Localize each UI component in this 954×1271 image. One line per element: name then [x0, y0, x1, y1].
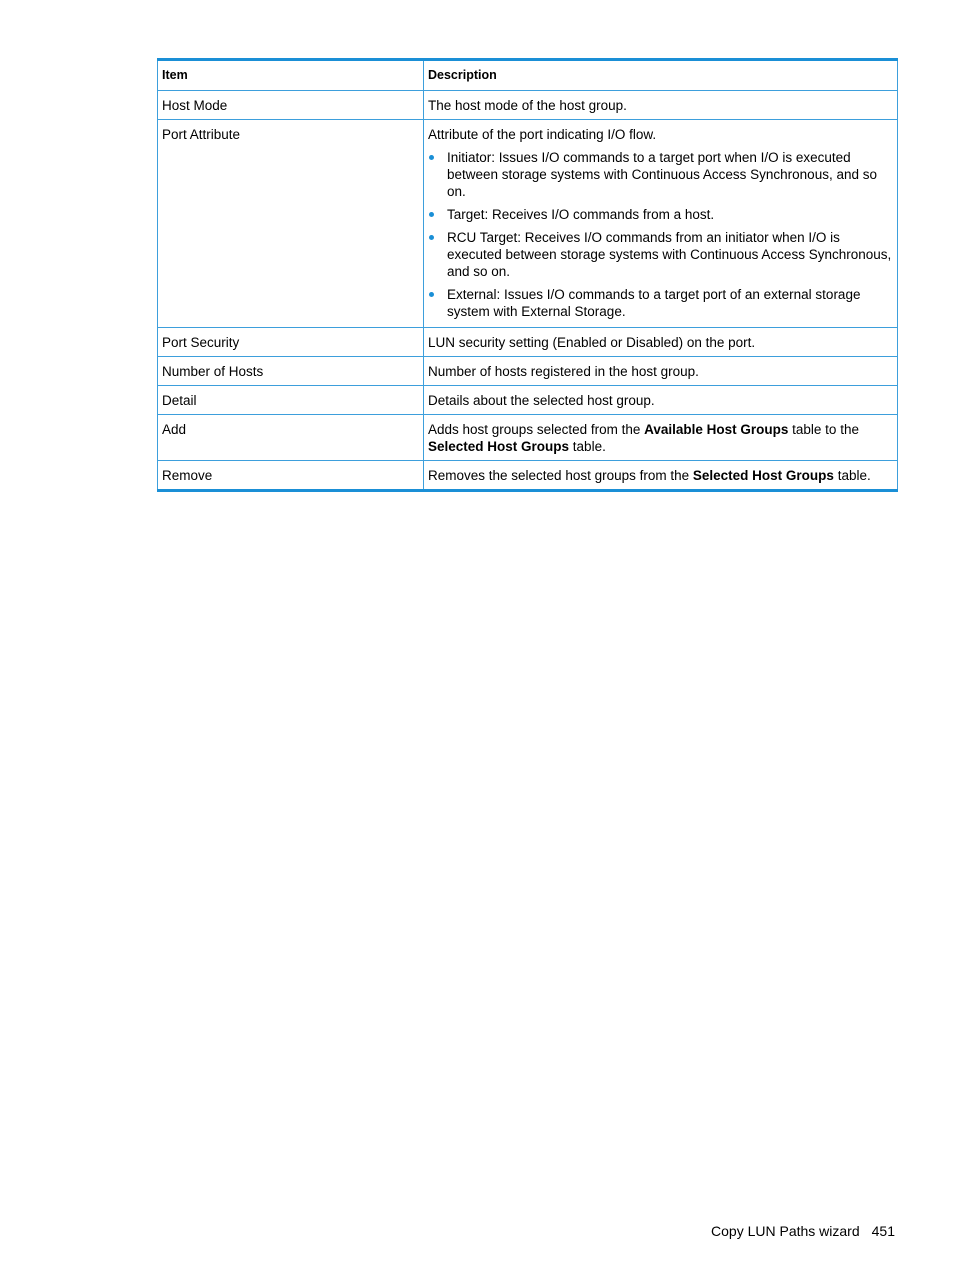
- description-text: table to the: [788, 422, 859, 437]
- description-text: Attribute of the port indicating I/O flow.: [428, 127, 657, 142]
- table-row: [158, 415, 898, 461]
- description-text: Removes the selected host groups from the: [428, 468, 693, 483]
- footer-section-title: Copy LUN Paths wizard: [711, 1223, 860, 1239]
- ui-term-available-host-groups: Available Host Groups: [644, 422, 789, 437]
- bullet-icon: [429, 235, 434, 240]
- list-item: [428, 286, 892, 320]
- list-item-text: External: Issues I/O commands to a target port of an external storage system with External Storage.: [447, 287, 861, 319]
- table-row: [158, 120, 898, 328]
- item-cell: Number of Hosts: [158, 357, 424, 386]
- item-cell: Add: [158, 415, 424, 461]
- ui-term-selected-host-groups: Selected Host Groups: [428, 439, 570, 454]
- ui-term-selected-host-groups: Selected Host Groups: [692, 468, 834, 483]
- page-footer: [711, 1223, 895, 1239]
- description-text: table.: [569, 439, 606, 454]
- item-cell: Detail: [158, 386, 424, 415]
- table-row: [158, 91, 898, 120]
- table-row: [158, 328, 898, 357]
- list-item: [428, 206, 892, 223]
- description-text: table.: [833, 468, 871, 483]
- description-cell: [424, 120, 898, 328]
- item-cell: Port Security: [158, 328, 424, 357]
- table-row: [158, 461, 898, 491]
- description-cell: The host mode of the host group.: [424, 91, 898, 120]
- list-item-text: Target: Receives I/O commands from a host.: [447, 207, 715, 222]
- header-description: Description: [424, 60, 898, 91]
- description-cell: [424, 461, 898, 491]
- description-text: Adds host groups selected from the: [428, 422, 645, 437]
- table-row: [158, 386, 898, 415]
- description-cell: LUN security setting (Enabled or Disabled) on the port.: [424, 328, 898, 357]
- description-cell: [424, 415, 898, 461]
- description-cell: Details about the selected host group.: [424, 386, 898, 415]
- list-item-text: Initiator: Issues I/O commands to a target port when I/O is executed between storage systems with Continuous Access Synchronous, and so on.: [447, 150, 877, 199]
- item-cell: Port Attribute: [158, 120, 424, 328]
- bullet-icon: [429, 212, 434, 217]
- list-item: [428, 229, 892, 280]
- description-table: [157, 58, 898, 492]
- table-row: [158, 357, 898, 386]
- item-cell: Host Mode: [158, 91, 424, 120]
- item-cell: Remove: [158, 461, 424, 491]
- bullet-icon: [429, 155, 434, 160]
- header-item: Item: [158, 60, 424, 91]
- page-number: 451: [871, 1223, 895, 1239]
- bullet-icon: [429, 292, 434, 297]
- list-item-text: RCU Target: Receives I/O commands from an initiator when I/O is executed between storage systems with Continuous Access Synchronous, and so on.: [447, 230, 892, 279]
- bullet-list: [428, 149, 892, 320]
- description-cell: Number of hosts registered in the host group.: [424, 357, 898, 386]
- table-header-row: [158, 60, 898, 91]
- list-item: [428, 149, 892, 200]
